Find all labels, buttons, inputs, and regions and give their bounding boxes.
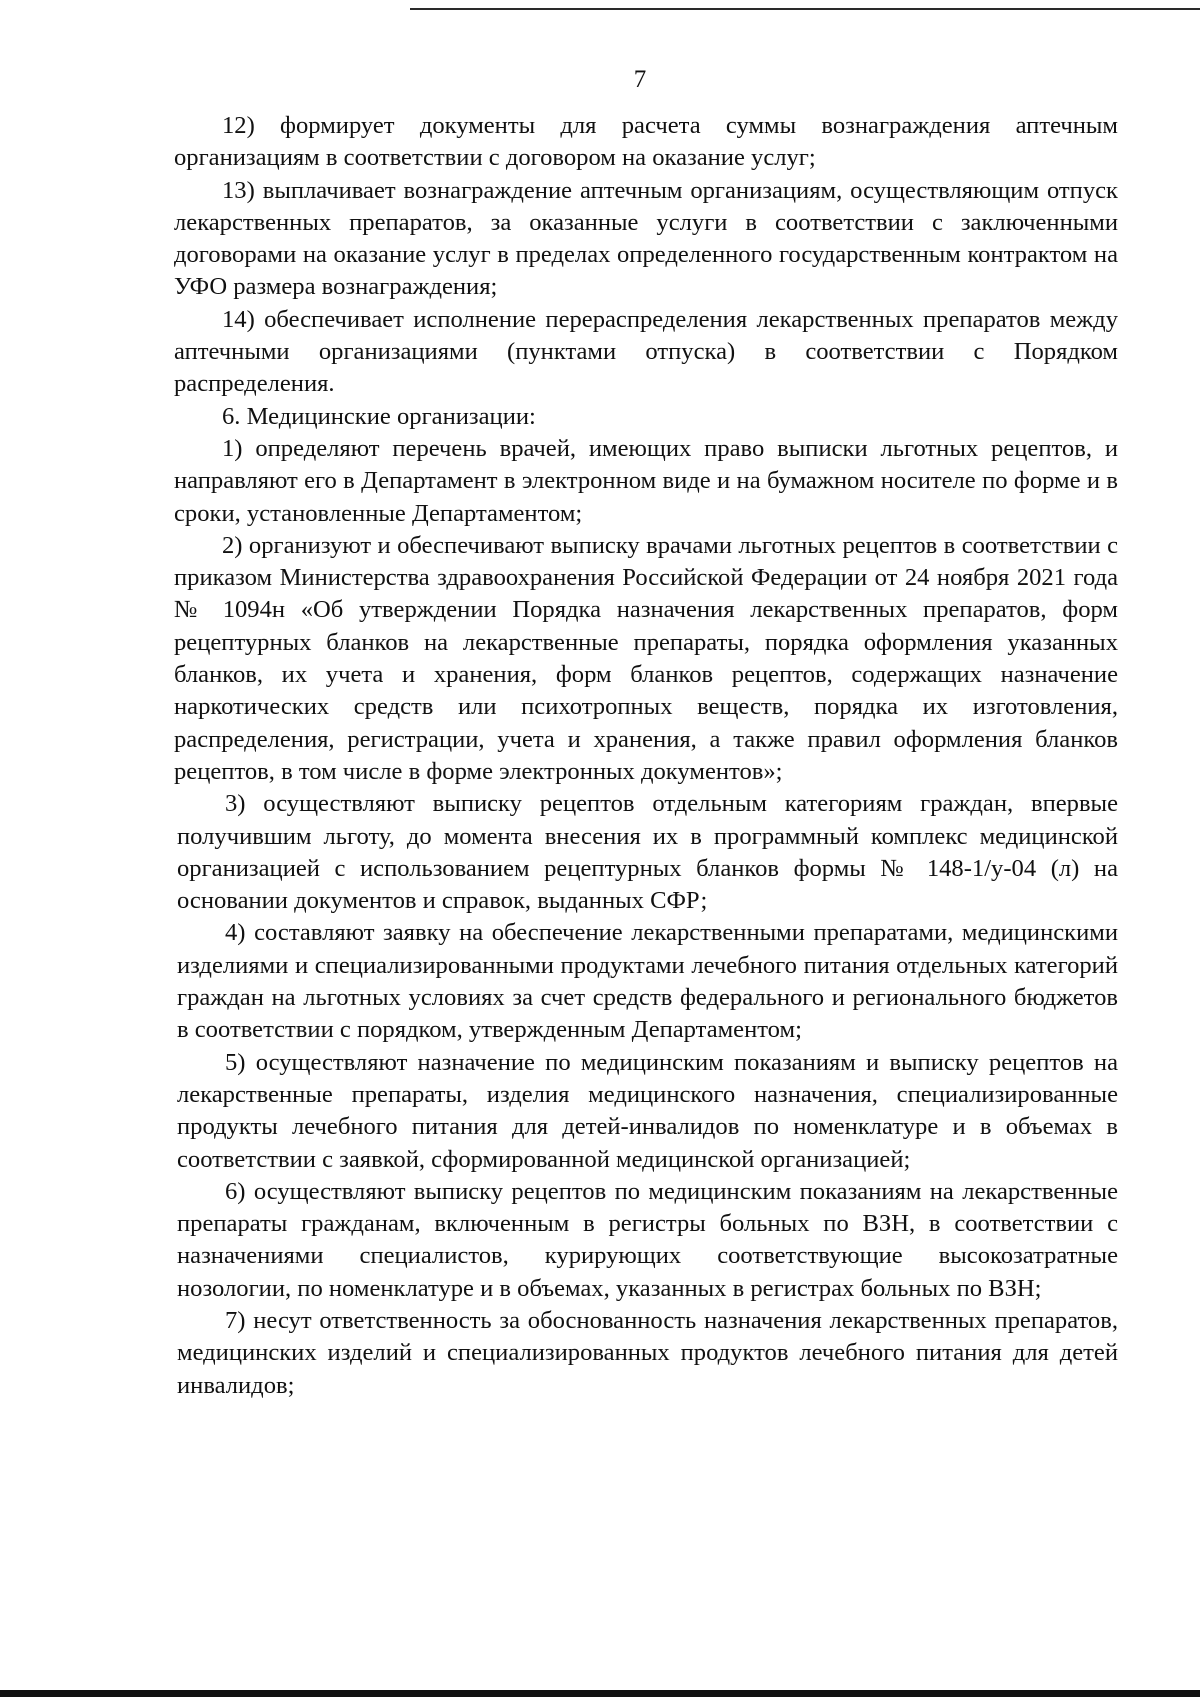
section-heading-medical-organizations: 6. Медицинские организации: <box>222 402 536 430</box>
paragraph-item-13: 13) выплачивает вознаграждение аптечным организациям, осуществляющим отпуск лекарственных препаратов, за оказанные услуги в соответствии с заключенными договорами на оказание услуг в пределах определенного государственным контрактом на УФО размера вознаграждения; <box>174 176 1118 301</box>
paragraph-med-item-3: 3) осуществляют выписку рецептов отдельным категориям граждан, впервые получившим льготу, до момента внесения их в программный комплекс медицинской организацией с использованием рецептурных бланков формы № 148-1/у-04 (л) на основании документов и справок, выданных СФР; <box>177 790 1118 915</box>
paragraph-med-item-1: 1) определяют перечень врачей, имеющих право выписки льготных рецептов, и направляют его в Департамент в электронном виде и на бумажном носителе по форме и в сроки, установленные Департаментом; <box>174 434 1118 527</box>
scan-bottom-edge-line <box>0 1690 1200 1697</box>
document-body <box>174 110 1118 1402</box>
scan-top-edge-line <box>410 8 1200 10</box>
paragraph-med-item-2: 2) организуют и обеспечивают выписку врачами льготных рецептов в соответствии с приказом Министерства здравоохранения Российской Федерации от 24 ноября 2021 года № 1094н «Об утверждении Порядка назначения лекарственных препаратов, форм рецептурных бланков на лекарственные препараты, порядка оформления указанных бланков, их учета и хранения, форм бланков рецептов, содержащих назначение наркотических средств или психотропных веществ, порядка их изготовления, распределения, регистрации, учета и хранения, а также правил оформления бланков рецептов, в том числе в форме электронных документов»; <box>174 531 1118 785</box>
paragraph-item-14: 14) обеспечивает исполнение перераспределения лекарственных препаратов между аптечными организациями (пунктами отпуска) в соответствии с Порядком распределения. <box>174 305 1118 398</box>
paragraph-med-item-7: 7) несут ответственность за обоснованность назначения лекарственных препаратов, медицинских изделий и специализированных продуктов лечебного питания для детей инвалидов; <box>177 1306 1118 1399</box>
paragraph-med-item-4: 4) составляют заявку на обеспечение лекарственными препаратами, медицинскими изделиями и специализированными продуктами лечебного питания отдельных категорий граждан на льготных условиях за счет средств федерального и регионального бюджетов в соответствии с порядком, утвержденным Департаментом; <box>177 919 1118 1044</box>
paragraph-med-item-5: 5) осуществляют назначение по медицинским показаниям и выписку рецептов на лекарственные препараты, изделия медицинского назначения, специализированные продукты лечебного питания для детей-инвалидов по номенклатуре и в объемах в соответствии с заявкой, сформированной медицинской организацией; <box>177 1048 1118 1173</box>
paragraph-med-item-6: 6) осуществляют выписку рецептов по медицинским показаниям на лекарственные препараты гражданам, включенным в регистры больных по ВЗН, в соответствии с назначениями специалистов, курирующих соответствующие высокозатратные нозологии, по номенклатуре и в объемах, указанных в регистрах больных по ВЗН; <box>177 1177 1118 1302</box>
paragraph-item-12: 12) формирует документы для расчета суммы вознаграждения аптечным организациям в соответствии с договором на оказание услуг; <box>174 112 1118 172</box>
page-number: 7 <box>633 66 647 93</box>
